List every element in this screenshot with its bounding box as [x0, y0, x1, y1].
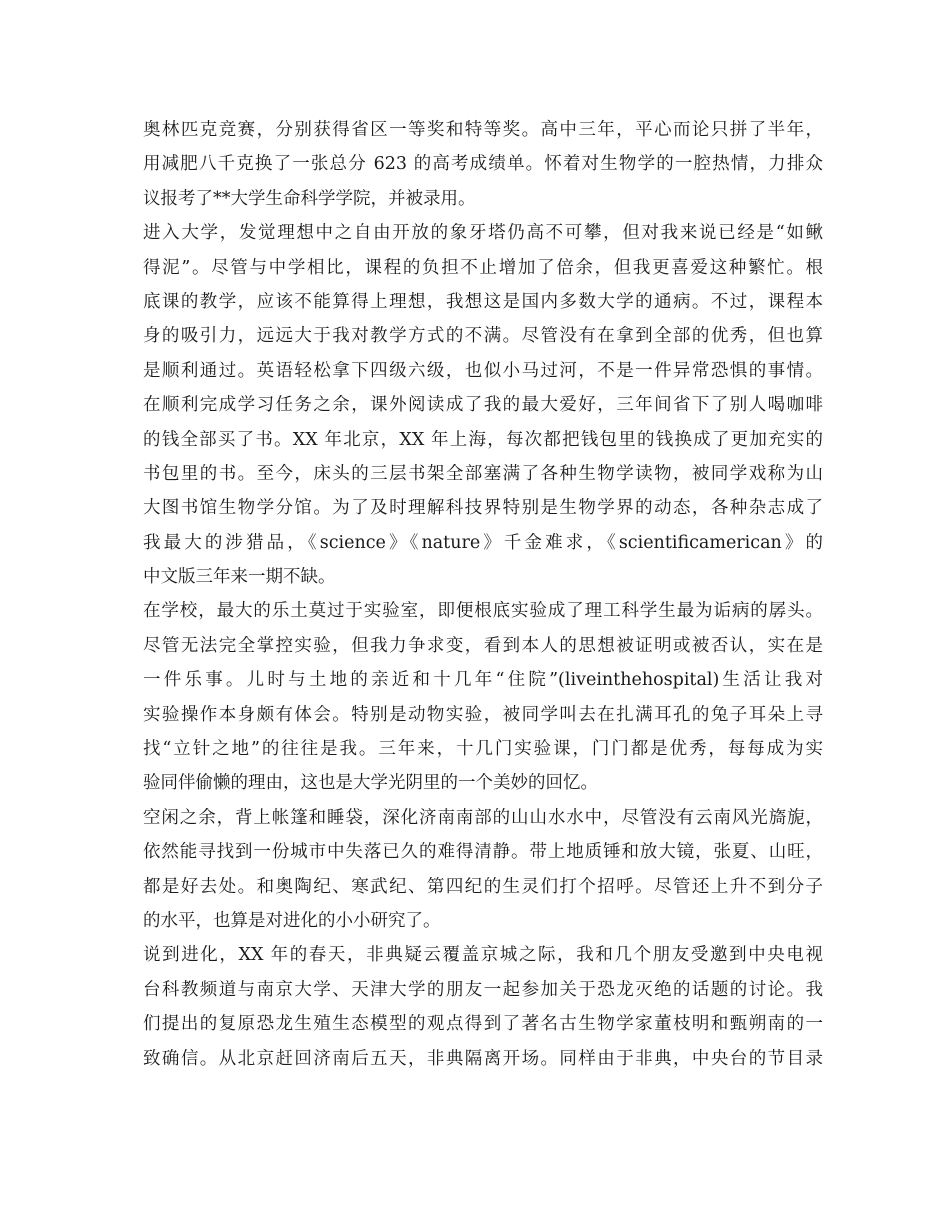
- text-line: 空闲之余，背上帐篷和睡袋，深化济南南部的山山水水中，尽管没有云南风光旖旎，: [143, 807, 823, 828]
- text-line: 大图书馆生物学分馆。为了及时理解科技界特别是生物学界的动态，各种杂志成了: [143, 498, 823, 519]
- text-line: 是顺利通过。英语轻松拿下四级六级，也似小马过河，不是一件异常恐惧的事情。: [143, 360, 823, 381]
- text-line: 一件乐事。儿时与土地的亲近和十几年“住院”(liveinthehospital)生活让我对: [143, 670, 823, 691]
- text-line: 实验操作本身颇有体会。特别是动物实验，被同学叫去在扎满耳孔的兔子耳朵上寻: [143, 704, 823, 725]
- text-line: 底课的教学，应该不能算得上理想，我想这是国内多数大学的通病。不过，课程本: [143, 291, 823, 312]
- text-line: 书包里的书。至今，床头的三层书架全部塞满了各种生物学读物，被同学戏称为山: [143, 463, 823, 484]
- text-line: 找“立针之地”的往往是我。三年来，十几门实验课，门门都是优秀，每每成为实: [143, 739, 823, 760]
- text-line: 都是好去处。和奥陶纪、寒武纪、第四纪的生灵们打个招呼。尽管还上升不到分子: [143, 876, 823, 897]
- text-line: 致确信。从北京赶回济南后五天，非典隔离开场。同样由于非典，中央台的节目录: [143, 1048, 823, 1069]
- text-line: 身的吸引力，远远大于我对教学方式的不满。尽管没有在拿到全部的优秀，但也算: [143, 326, 823, 347]
- text-line: 奥林匹克竞赛，分别获得省区一等奖和特等奖。高中三年，平心而论只拼了半年，: [143, 120, 823, 140]
- text-line: 依然能寻找到一份城市中失落已久的难得清静。带上地质锤和放大镜，张夏、山旺，: [143, 842, 823, 863]
- text-line: 的水平，也算是对进化的小小研究了。: [143, 910, 441, 931]
- text-line: 说到进化，XX 年的春天，非典疑云覆盖京城之际，我和几个朋友受邀到中央电视: [143, 945, 823, 966]
- text-line: 议报考了**大学生命科学学院，并被录用。: [143, 188, 476, 209]
- text-line: 的钱全部买了书。XX 年北京，XX 年上海，每次都把钱包里的钱换成了更加充实的: [143, 429, 823, 450]
- text-line: 得泥”。尽管与中学相比，课程的负担不止增加了倍余，但我更喜爱这种繁忙。根: [143, 257, 823, 278]
- text-line: 在顺利完成学习任务之余，课外阅读成了我的最大爱好，三年间省下了别人喝咖啡: [143, 395, 823, 416]
- text-line: 们提出的复原恐龙生殖生态模型的观点得到了著名古生物学家董枝明和甄朔南的一: [143, 1014, 823, 1035]
- document-body: [143, 113, 823, 1076]
- text-line: 在学校，最大的乐土莫过于实验室，即便根底实验成了理工科学生最为诟病的孱头。: [143, 601, 823, 622]
- text-line: 我最大的涉猎品，《science》《nature》千金难求，《scientificamerican》的: [143, 532, 823, 553]
- text-line: 验同伴偷懒的理由，这也是大学光阴里的一个美妙的回忆。: [143, 773, 598, 794]
- text-line: 进入大学，发觉理想中之自由开放的象牙塔仍高不可攀，但对我来说已经是“如鳅: [143, 223, 823, 244]
- text-line: 中文版三年来一期不缺。: [143, 567, 336, 588]
- text-line: 尽管无法完全掌控实验，但我力争求变，看到本人的思想被证明或被否认，实在是: [143, 635, 823, 656]
- text-line: 台科教频道与南京大学、天津大学的朋友一起参加关于恐龙灭绝的话题的讨论。我: [143, 979, 823, 1000]
- text-line: 用减肥八千克换了一张总分 623 的高考成绩单。怀着对生物学的一腔热情，力排众: [143, 154, 823, 175]
